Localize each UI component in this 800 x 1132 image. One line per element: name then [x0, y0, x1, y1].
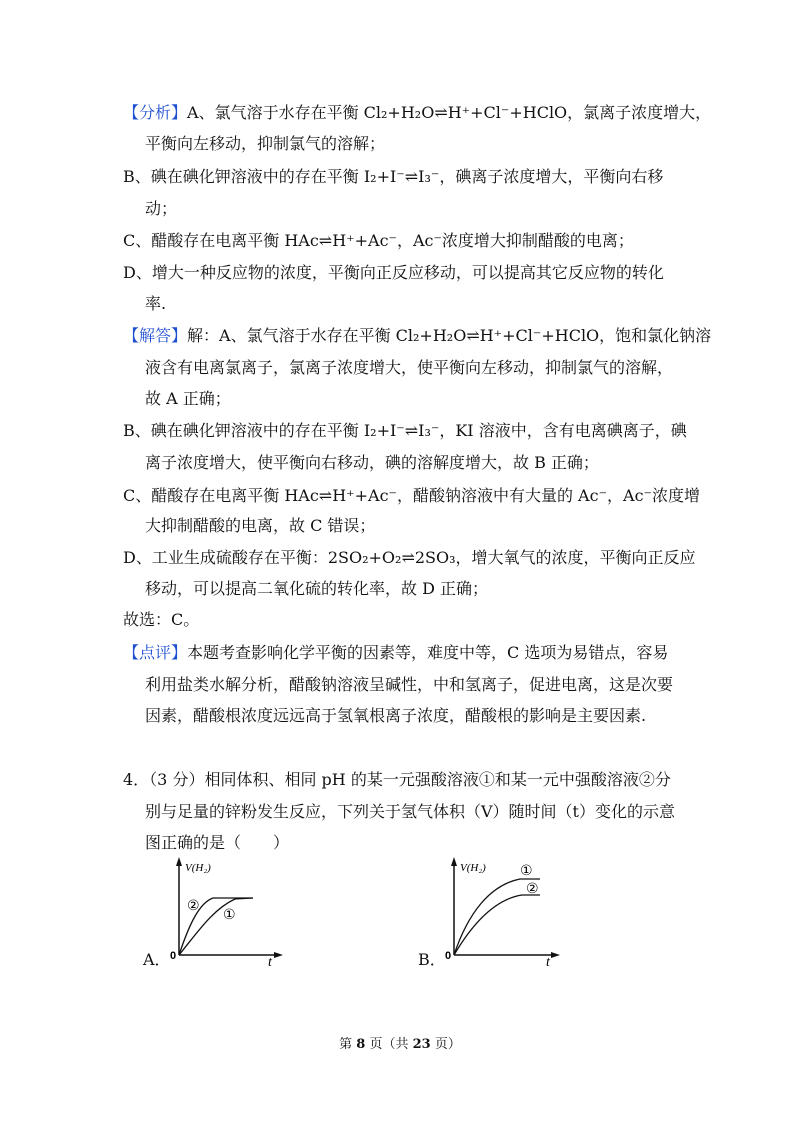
analysis-d-line1: D、增大一种反应物的浓度，平衡向正反应移动，可以提高其它反应物的转化 — [123, 263, 664, 282]
option-a-label: A． — [143, 950, 171, 969]
comment-line2: 利用盐类水解分析，醋酸钠溶液呈碱性，中和氢离子，促进电离，这是次要 — [145, 675, 674, 694]
graph-a-mark-2: ② — [187, 898, 200, 914]
graph-b-ylabel: V(H₂) — [460, 862, 486, 874]
question4-line3: 图正确的是（ ） — [145, 833, 290, 852]
graph-b — [440, 855, 565, 970]
graph-a-xlabel: t — [268, 955, 272, 970]
current-page-number: 8 — [356, 1037, 366, 1052]
analysis-a-line2: 平衡向左移动，抑制氯气的溶解； — [145, 134, 386, 153]
solution-b-line1: B、碘在碘化钾溶液中的存在平衡 I₂+I⁻⇌I₃⁻，KI 溶液中，含有电离碘离子，碘 — [123, 421, 687, 440]
analysis-b-line2: 动； — [145, 199, 178, 218]
question4-line1: 4．（3 分）相同体积、相同 pH 的某一元强酸溶液①和某一元中强酸溶液②分 — [123, 770, 671, 789]
graph-b-mark-2: ② — [526, 881, 539, 897]
graph-a-ylabel: V(H₂) — [185, 862, 211, 874]
analysis-tag: 【分析】 — [123, 103, 188, 122]
analysis-a-line1: 【分析】A、氯气溶于水存在平衡 Cl₂+H₂O⇌H⁺+Cl⁻+HClO，氯离子浓度增大， — [123, 103, 712, 122]
solution-d-line1: D、工业生成硫酸存在平衡：2SO₂+O₂⇌2SO₃，增大氧气的浓度，平衡向正反应 — [123, 548, 696, 567]
comment-line3: 因素，醋酸根浓度远远高于氢氧根离子浓度，醋酸根的影响是主要因素. — [145, 706, 647, 725]
solution-tag: 【解答】 — [123, 326, 188, 345]
graph-a — [165, 855, 285, 970]
analysis-c-line1: C、醋酸存在电离平衡 HAc⇌H⁺+Ac⁻，Ac⁻浓度增大抑制醋酸的电离； — [123, 231, 634, 250]
solution-b-line2: 离子浓度增大，使平衡向右移动，碘的溶解度增大，故 B 正确； — [145, 453, 599, 472]
solution-choice: 故选：C。 — [123, 610, 200, 629]
graph-b-origin: 0 — [445, 950, 452, 962]
graph-b-mark-1: ① — [520, 863, 533, 879]
page-footer: 第 8 页（共 23 页） — [339, 1037, 461, 1052]
solution-a-line1: 【解答】解：A、氯气溶于水存在平衡 Cl₂+H₂O⇌H⁺+Cl⁻+HClO，饱和氯化钠溶 — [123, 326, 712, 345]
graph-a-mark-1: ① — [223, 907, 236, 923]
comment-tag: 【点评】 — [123, 643, 188, 662]
solution-a-line2: 液含有电离氯离子，氯离子浓度增大，使平衡向左移动，抑制氯气的溶解， — [145, 358, 674, 377]
question4-line2: 别与足量的锌粉发生反应，下列关于氢气体积（V）随时间（t）变化的示意 — [145, 802, 675, 821]
graph-b-x-arrow — [551, 952, 560, 958]
comment-line1: 【点评】本题考查影响化学平衡的因素等，难度中等，C 选项为易错点，容易 — [123, 643, 669, 662]
graph-a-origin: 0 — [170, 950, 177, 962]
analysis-b-line1: B、碘在碘化钾溶液中的存在平衡 I₂+I⁻⇌I₃⁻，碘离子浓度增大，平衡向右移 — [123, 167, 664, 186]
graph-b-xlabel: t — [546, 955, 550, 970]
option-b-label: B． — [418, 950, 446, 969]
graph-a-x-arrow — [274, 952, 283, 958]
solution-c-line2: 大抑制醋酸的电离，故 C 错误； — [145, 516, 376, 535]
solution-c-line1: C、醋酸存在电离平衡 HAc⇌H⁺+Ac⁻，醋酸钠溶液中有大量的 Ac⁻，Ac⁻浓度增 — [123, 486, 700, 505]
analysis-d-line2: 率. — [145, 294, 167, 313]
graph-a-y-arrow — [176, 857, 182, 866]
solution-d-line2: 移动，可以提高二氧化硫的转化率，故 D 正确； — [145, 579, 489, 598]
solution-a-line3: 故 A 正确； — [145, 389, 231, 408]
total-page-count: 23 — [412, 1037, 431, 1052]
graph-b-y-arrow — [451, 857, 457, 866]
